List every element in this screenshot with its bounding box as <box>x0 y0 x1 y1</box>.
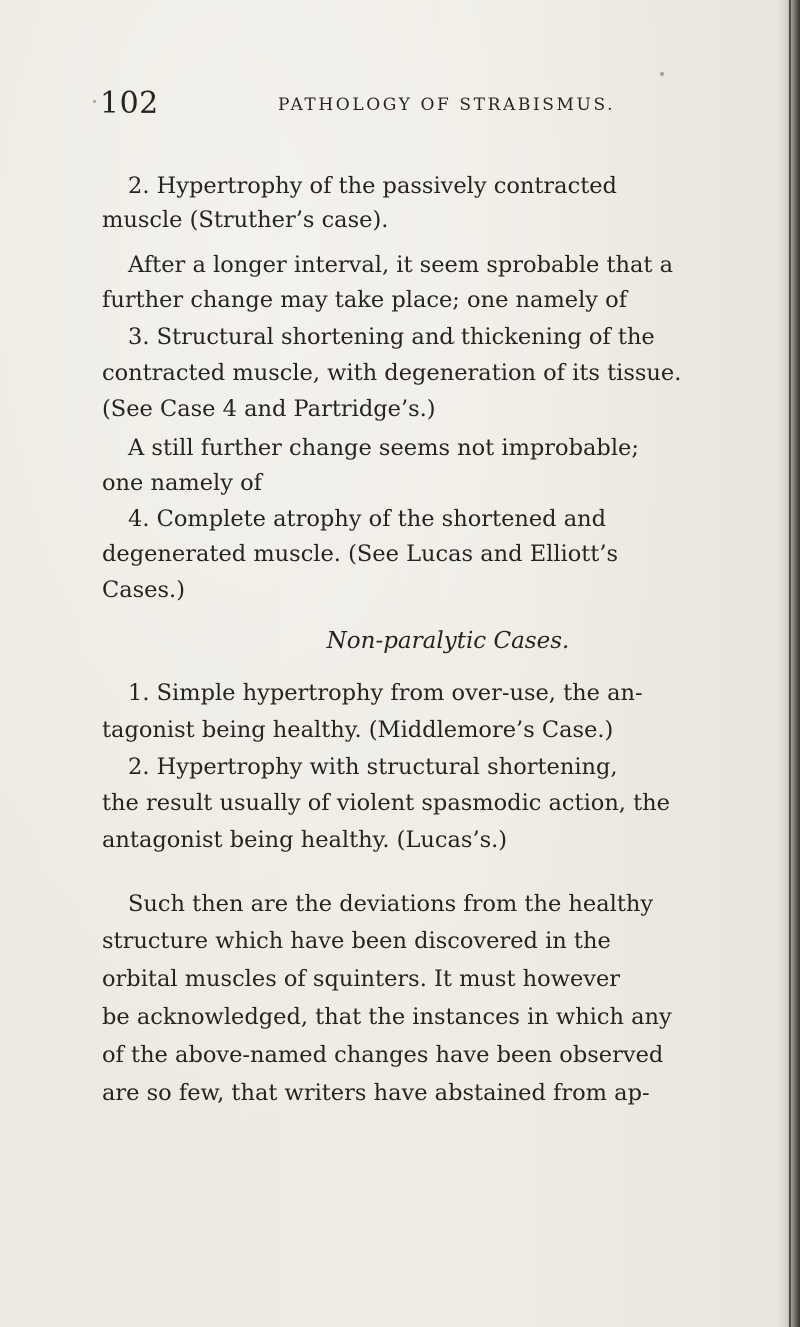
closing-line: be acknowledged, that the instances in which any <box>102 1004 672 1030</box>
body-line: degenerated muscle. (See Lucas and Elliott’s <box>102 541 619 567</box>
body-line: 3. Structural shortening and thickening of the <box>128 324 655 350</box>
body-line: A still further change seems not improbable; <box>128 435 639 461</box>
body-line: one namely of <box>102 470 262 496</box>
section-line: 2. Hypertrophy with structural shortening, <box>128 754 618 780</box>
closing-line: are so few, that writers have abstained from ap- <box>102 1080 650 1106</box>
closing-line: orbital muscles of squinters. It must however <box>102 966 621 992</box>
section-line: 1. Simple hypertrophy from over-use, the an- <box>128 680 643 706</box>
body-line: (See Case 4 and Partridge’s.) <box>102 396 436 422</box>
section-heading: Non-paralytic Cases. <box>326 628 570 654</box>
page-number: 102 <box>100 86 159 121</box>
closing-line: of the above-named changes have been observed <box>102 1042 664 1068</box>
closing-line: Such then are the deviations from the healthy <box>128 891 654 917</box>
body-line: Cases.) <box>102 577 185 603</box>
section-line: the result usually of violent spasmodic action, the <box>102 790 670 816</box>
body-line: muscle (Struther’s case). <box>102 207 389 233</box>
page-header <box>100 84 780 128</box>
paper-speck <box>93 100 96 103</box>
body-line: 2. Hypertrophy of the passively contracted <box>128 173 617 199</box>
closing-line: structure which have been discovered in the <box>102 928 611 954</box>
section-line: tagonist being healthy. (Middlemore’s Case.) <box>102 717 614 743</box>
paper-speck <box>660 72 664 76</box>
body-line: After a longer interval, it seem sprobable that a <box>128 252 674 278</box>
binding-edge <box>789 0 791 1327</box>
body-line: contracted muscle, with degeneration of its tissue. <box>102 360 682 386</box>
body-line: 4. Complete atrophy of the shortened and <box>128 506 607 532</box>
body-line: further change may take place; one namely of <box>102 287 628 313</box>
running-head: PATHOLOGY OF STRABISMUS. <box>278 95 616 115</box>
section-line: antagonist being healthy. (Lucas’s.) <box>102 827 508 853</box>
